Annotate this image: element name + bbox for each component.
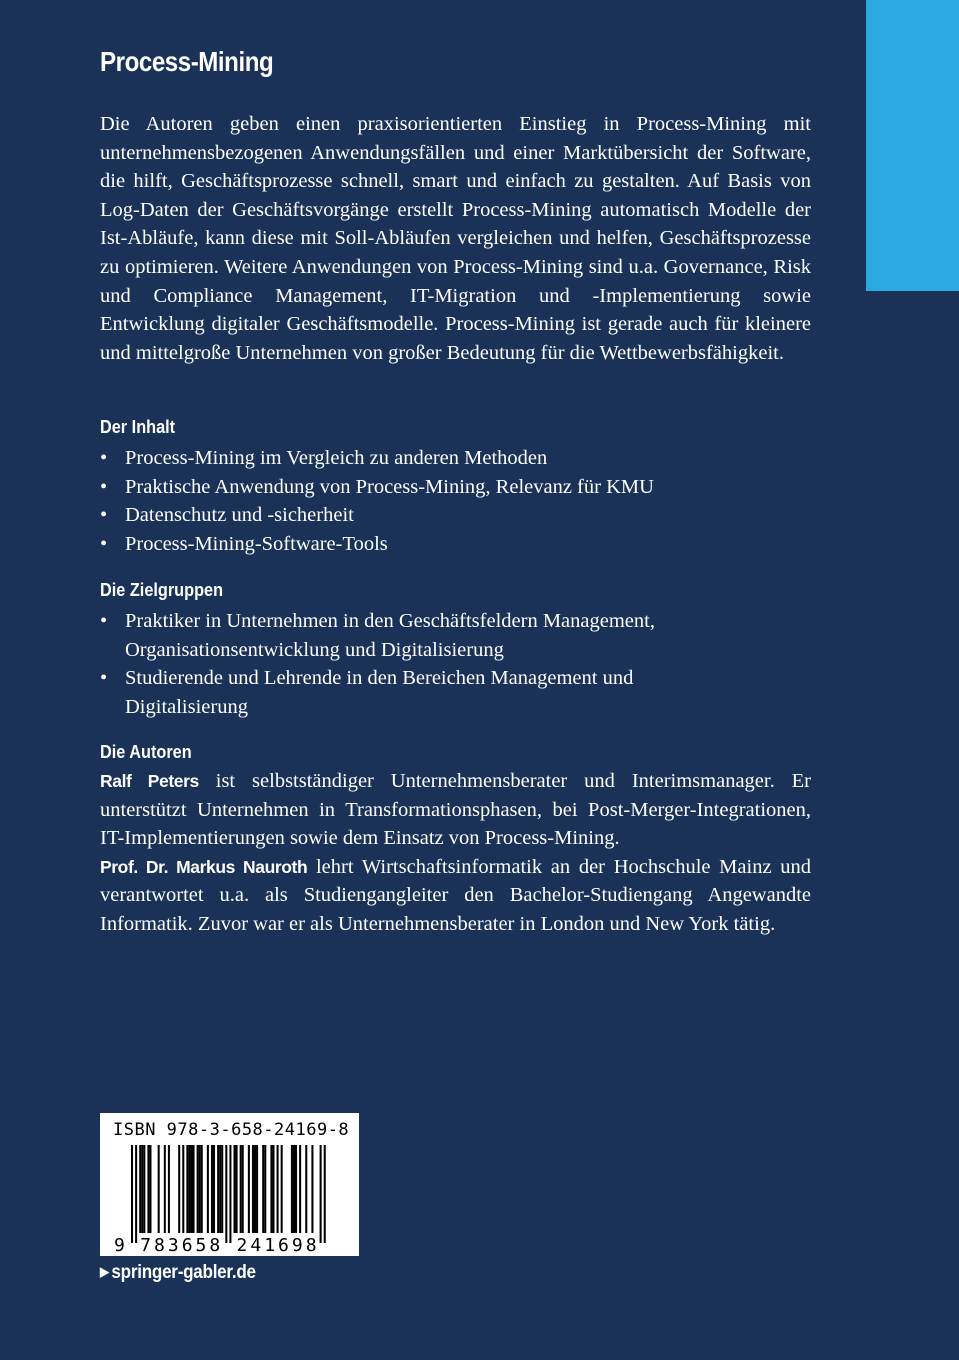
list-item: • Studierende und Lehrende in den Bereichen Management und Digitalisierung <box>100 664 740 721</box>
barcode-bar <box>131 1145 133 1243</box>
author-1-bio <box>100 767 811 853</box>
accent-strip <box>866 0 959 291</box>
list-item: • Process-Mining im Vergleich zu anderen Methoden <box>100 444 811 473</box>
list-item: • Praktiker in Unternehmen in den Geschäftsfeldern Management, Organisationsentwicklung und Digitalisierung <box>100 607 740 664</box>
barcode-bar <box>324 1145 326 1243</box>
barcode-bar <box>240 1145 242 1233</box>
barcode-bar <box>320 1145 322 1243</box>
bullet-icon: • <box>100 532 108 555</box>
inhalt-list <box>100 444 811 558</box>
barcode-bar <box>147 1145 149 1233</box>
barcode-bar <box>135 1145 137 1243</box>
barcode-bar <box>168 1145 170 1233</box>
intro-paragraph: Die Autoren geben einen praxisorientierten Einstieg in Process-Mining mit unternehmensbezogenen Anwendungsfällen und einer Marktübersicht der Software, die hilft, Geschäftsprozesse schnell, smart und einfach zu gestalten. Auf Basis von Log-Daten der Geschäftsvorgänge erstellt Process-Mining automatisch Modelle der Ist-Abläufe, kann diese mit Soll-Abläufen vergleichen und helfen, Geschäftsprozesse zu optimieren. Weitere Anwendungen von Process-Mining sind u.a. Governance, Risk und Compliance Management, IT-Migration und -Implementierung sowie Entwicklung digitaler Geschäftsmodelle. Process-Mining ist gerade auch für kleinere und mittelgroße Unternehmen von großer Bedeutung für die Wettbewerbsfähigkeit. <box>100 113 811 364</box>
bullet-icon: • <box>100 475 108 498</box>
barcode-digits: 9 <box>114 1235 125 1256</box>
author-2-bio <box>100 853 811 939</box>
arrow-icon: ▶ <box>100 1264 109 1279</box>
barcode-bar <box>143 1145 145 1233</box>
barcode-bar <box>188 1145 190 1233</box>
barcode-bar <box>158 1145 160 1233</box>
website-url: springer-gabler.de <box>111 1262 256 1283</box>
barcode-bar <box>299 1145 301 1233</box>
barcode-bar <box>182 1145 184 1233</box>
barcode-bar <box>199 1145 201 1233</box>
barcode-bar <box>197 1145 199 1233</box>
barcode-bar <box>149 1145 151 1233</box>
isbn-barcode <box>100 1113 359 1256</box>
barcode-bar <box>193 1145 195 1233</box>
barcode-bar <box>234 1145 236 1233</box>
author-1-name: Ralf Peters <box>100 771 199 791</box>
bullet-icon: • <box>100 667 108 690</box>
barcode-bar <box>201 1145 203 1233</box>
barcode-digits-left: 783658 <box>140 1235 221 1256</box>
barcode-bar <box>252 1145 254 1233</box>
barcode-bar <box>217 1145 219 1233</box>
barcode-bar <box>262 1145 264 1233</box>
heading-inhalt: Der Inhalt <box>100 416 176 437</box>
barcode-digits-right: 241698 <box>236 1235 317 1256</box>
author-2-text: lehrt Wirtschaftsinformatik an der Hochschule Mainz und verantwortet u.a. als Studiengangleiter den Bachelor-Studiengang Angewandte Informatik. Zuvor war er als Unternehmensberater in London und New York tätig. <box>100 855 812 935</box>
author-1-text: ist selbstständiger Unternehmensberater und Interimsmanager. Er unterstützt Unternehmen in Transformationsphasen, bei Post-Merger-Integrationen, IT-Implementierungen sowie dem Einsatz von Process-Mining. <box>100 770 811 850</box>
author-2-name: Prof. Dr. Markus Nauroth <box>100 856 308 877</box>
barcode-bar <box>256 1145 258 1233</box>
website-link[interactable] <box>100 1262 256 1284</box>
list-item: • Process-Mining-Software-Tools <box>100 530 811 559</box>
barcode-bar <box>139 1145 141 1233</box>
barcode-bar <box>242 1145 244 1233</box>
isbn-label: ISBN 978-3-658-24169-8 <box>113 1120 350 1140</box>
barcode-bar <box>295 1145 297 1233</box>
bullet-icon: • <box>100 504 108 527</box>
zielgruppen-list <box>100 607 740 721</box>
heading-autoren: Die Autoren <box>100 741 192 762</box>
barcode-bar <box>293 1145 295 1233</box>
heading-zielgruppen: Die Zielgruppen <box>100 579 224 600</box>
list-item: • Praktische Anwendung von Process-Mining, Relevanz für KMU <box>100 473 811 502</box>
barcode-bar <box>229 1145 231 1243</box>
barcode-bar <box>211 1145 213 1233</box>
barcode-bar <box>225 1145 227 1243</box>
barcode-bar <box>221 1145 223 1233</box>
barcode-bar <box>219 1145 221 1233</box>
barcode-bar <box>281 1145 283 1233</box>
barcode-bar <box>272 1145 274 1233</box>
barcode-bar <box>311 1145 313 1233</box>
barcode-bar <box>207 1145 209 1233</box>
barcode-bar <box>164 1145 166 1233</box>
barcode-bar <box>264 1145 266 1233</box>
barcode-bar <box>291 1145 293 1233</box>
barcode-bar <box>213 1145 215 1233</box>
barcode-bar <box>178 1145 180 1233</box>
barcode-bar <box>270 1145 272 1233</box>
barcode-bar <box>277 1145 279 1233</box>
barcode-bar <box>236 1145 238 1233</box>
barcode-bar <box>186 1145 188 1233</box>
barcode-bar <box>141 1145 143 1233</box>
bullet-icon: • <box>100 610 108 632</box>
barcode-bar <box>305 1145 307 1233</box>
bullet-icon: • <box>100 447 108 469</box>
book-title: Process-Mining <box>100 46 274 77</box>
barcode-bar <box>254 1145 256 1233</box>
barcode-bar <box>248 1145 250 1233</box>
authors-bio <box>100 767 811 939</box>
barcode-bar <box>190 1145 192 1233</box>
list-item: • Datenschutz und -sicherheit <box>100 501 811 530</box>
barcode-bars <box>100 1113 359 1256</box>
